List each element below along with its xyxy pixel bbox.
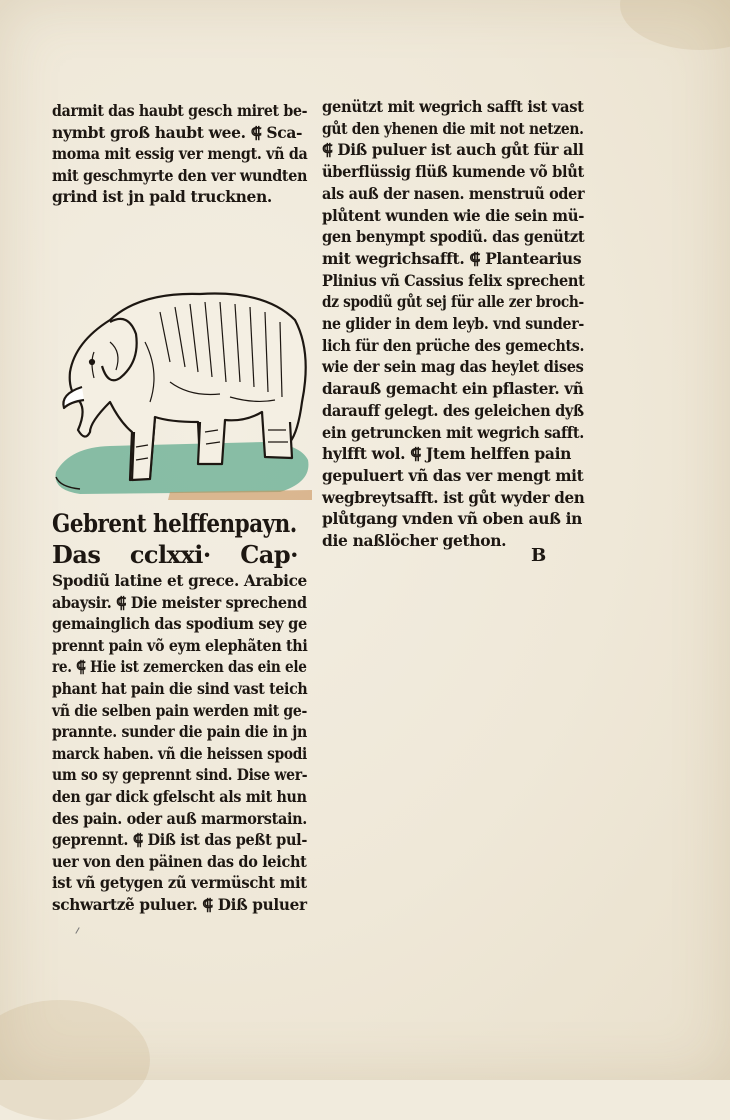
right-column <box>322 96 584 552</box>
left-column <box>52 100 307 208</box>
text-line: gepuluert vñ das ver mengt mit <box>322 465 584 485</box>
text-line: geprennt. ⸿ Diß ist das peßt pul‑ <box>52 830 308 850</box>
text-line: mit wegrichsafft. ⸿ Plantearius <box>322 248 582 268</box>
text-line: wie der sein mag das heylet dises <box>322 357 584 377</box>
text-line: re. ⸿ Hie ist zemercken das ein ele <box>52 657 307 677</box>
text-line: plůtent wunden wie die sein mü‑ <box>322 205 585 225</box>
paper-stain <box>620 0 730 50</box>
elephant-woodcut <box>50 282 312 502</box>
text-line: Spodiũ latine et grece. Arabice <box>52 571 307 590</box>
text-line: als auß der nasen. menstruũ oder <box>322 183 585 203</box>
text-line: marck haben. vñ die heissen spodi <box>52 743 307 763</box>
text-line: grind ist jn pald trucknen. <box>52 187 272 207</box>
text-line: Plinius vñ Cassius felix sprechent <box>322 270 585 290</box>
woodcut-hatching <box>90 302 289 460</box>
text-line: gen benympt spodiũ. das genützt <box>322 227 585 247</box>
text-line: des pain. oder auß marmorstain. <box>52 808 307 828</box>
chapter-number: cclxxi· <box>129 540 211 569</box>
text-line: plůtgang vnden vñ oben auß in <box>322 509 583 529</box>
text-line: vñ die selben pain werden mit ge‑ <box>52 700 308 720</box>
text-line: moma mit essig ver mengt. vñ da <box>52 144 308 164</box>
chapter-abbrev: Cap· <box>240 540 298 569</box>
text-line: lich für den prüche des gemechts. <box>322 335 585 355</box>
text-line: gemainglich das spodium sey ge <box>52 614 307 634</box>
text-line: darauff gelegt. des geleichen dyß <box>322 400 584 420</box>
ground-wash <box>56 442 309 494</box>
text-line: darmit das haubt gesch miret be‑ <box>52 101 308 120</box>
text-line: prannte. sunder die pain die in jn <box>52 722 307 742</box>
text-line: uer von den päinen das do leicht <box>52 851 307 871</box>
pen-mark <box>75 927 79 934</box>
text-line: dz spodiũ gůt sej für alle zer broch‑ <box>322 292 584 312</box>
text-line: genützt mit wegrich safft ist vast <box>322 97 584 116</box>
text-line: hylfft wol. ⸿ Jtem helffen pain <box>322 444 572 464</box>
chapter-line <box>52 540 298 570</box>
text-line: die naßlöcher gethon. <box>322 531 507 551</box>
text-line: phant hat pain die sind vast teich <box>52 678 308 698</box>
text-line: gůt den yhenen die mit not netzen. <box>322 118 584 138</box>
text-line: ne glider in dem leyb. vnd sunder‑ <box>322 314 584 334</box>
text-line: wegbreytsafft. ist gůt wyder den <box>322 487 585 507</box>
text-line: ein getruncken mit wegrich safft. <box>322 422 584 442</box>
text-line: den gar dick gfelscht als mit hun <box>52 786 307 806</box>
chapter-word: Das <box>52 540 101 569</box>
paper-stain <box>0 1000 150 1120</box>
text-line: ⸿ Diß puluer ist auch gůt für all <box>322 140 584 160</box>
signature-mark: B <box>531 545 547 566</box>
ground-wash-ochre <box>168 490 312 500</box>
text-line: überflüssig flüß kumende võ blůt <box>322 162 584 182</box>
section-heading: Gebrent helffenpayn. <box>52 509 297 538</box>
elephant-figure <box>63 294 305 480</box>
text-line: schwartzẽ puluer. ⸿ Diß puluer <box>52 894 307 914</box>
text-line: ist vñ getygen zũ vermüscht mit <box>52 873 307 893</box>
left-text-bottom <box>52 570 307 916</box>
text-line: um so sy geprennt sind. Dise wer‑ <box>52 765 308 785</box>
text-line: prennt pain võ eym elephãten thi <box>52 635 308 655</box>
left-column-lower <box>52 508 307 916</box>
text-line: abaysir. ⸿ Die meister sprechend <box>52 592 307 612</box>
text-line: mit geschmyrte den ver wundten <box>52 165 308 185</box>
text-line: nymbt groß haubt wee. ⸿ Sca‑ <box>52 122 303 142</box>
text-line: darauß gemacht ein pflaster. vñ <box>322 379 584 399</box>
left-text-top <box>52 100 307 208</box>
